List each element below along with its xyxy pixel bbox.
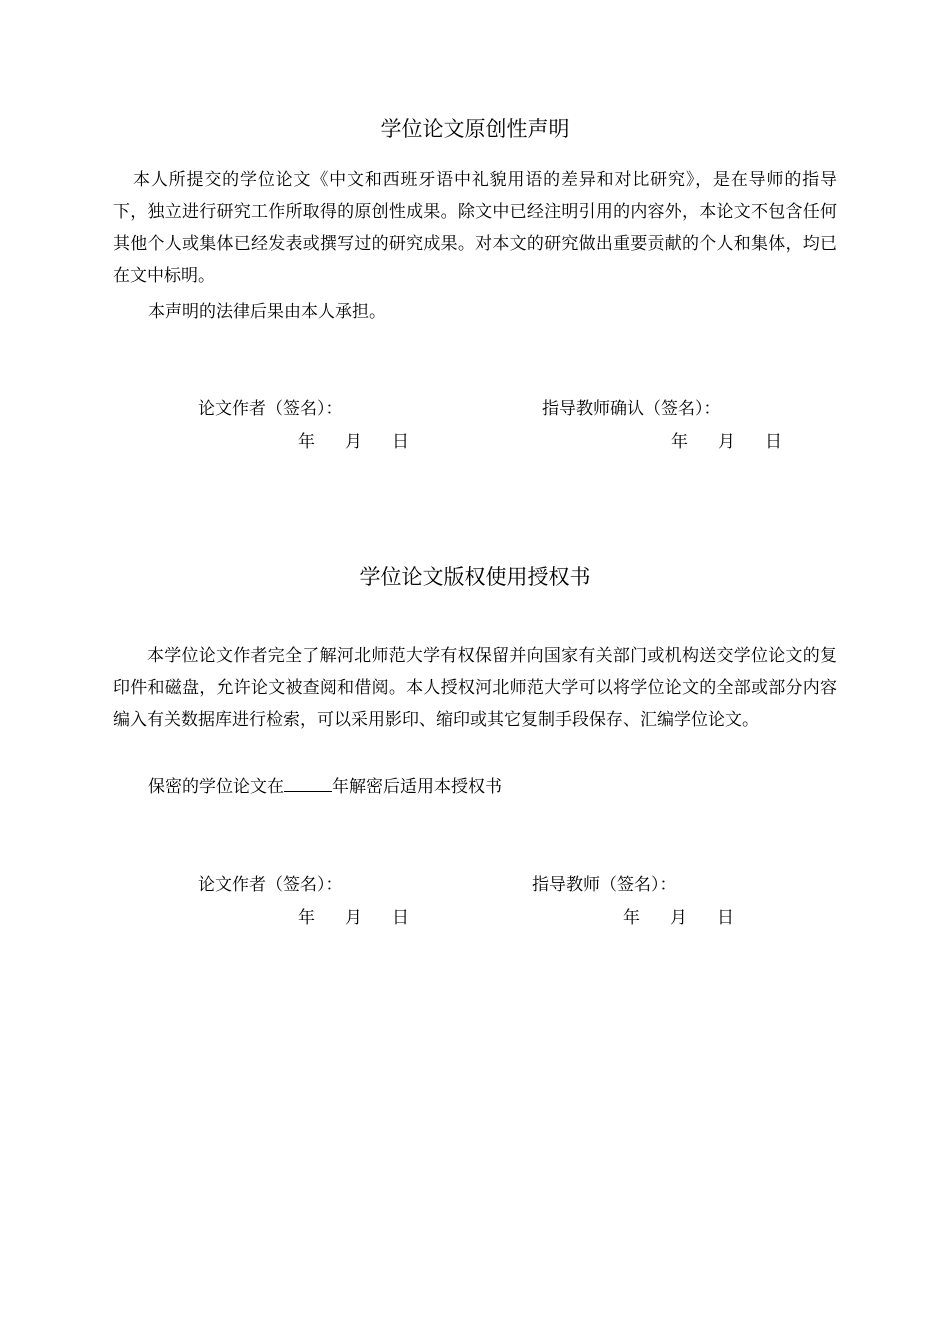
declaration-author-date [298,426,409,458]
declaration-title: 学位论文原创性声明 [380,117,570,141]
authorization-author-signature-label: 论文作者（签名）： [198,875,343,895]
authorization-advisor-signature-label: 指导教师（签名）： [532,875,677,895]
date-year: 年 [671,432,688,452]
date-year: 年 [298,908,315,928]
confidential-note-before: 保密的学位论文在 [148,777,284,797]
date-year: 年 [298,432,315,452]
date-month: 月 [670,908,687,928]
date-month: 月 [718,432,735,452]
declaration-paragraph: 本人所提交的学位论文《中文和西班牙语中礼貌用语的差异和对比研究》，是在导师的指导下，独立进行研究工作所取得的原创性成果。除文中已经注明引用的内容外，本论文不包含任何其他个人或集体已经发表或撰写过的研究成果。对本文的研究做出重要贡献的个人和集体，均已在文中标明。 [113,170,837,286]
date-year: 年 [623,908,640,928]
authorization-title: 学位论文版权使用授权书 [359,565,591,589]
confidential-note-after: 年解密后适用本授权书 [332,777,502,797]
authorization-paragraph: 本学位论文作者完全了解河北师范大学有权保留并向国家有关部门或机构送交学位论文的复印件和磁盘，允许论文被查阅和借阅。本人授权河北师范大学可以将学位论文的全部或部分内容编入有关数据库进行检索，可以采用影印、缩印或其它复制手段保存、汇编学位论文。 [113,646,837,730]
date-month: 月 [345,908,362,928]
confidential-note [148,771,502,803]
date-day: 日 [717,908,734,928]
declaration-advisor-signature-label: 指导教师确认（签名）： [542,399,721,419]
declaration-advisor-date [671,426,782,458]
authorization-advisor-date [623,902,734,934]
declaration-liability-note: 本声明的法律后果由本人承担。 [148,302,386,322]
authorization-author-date [298,902,409,934]
confidential-years-blank[interactable] [284,773,332,792]
date-day: 日 [392,908,409,928]
declaration-author-signature-label: 论文作者（签名）： [198,399,343,419]
date-month: 月 [345,432,362,452]
date-day: 日 [392,432,409,452]
date-day: 日 [765,432,782,452]
